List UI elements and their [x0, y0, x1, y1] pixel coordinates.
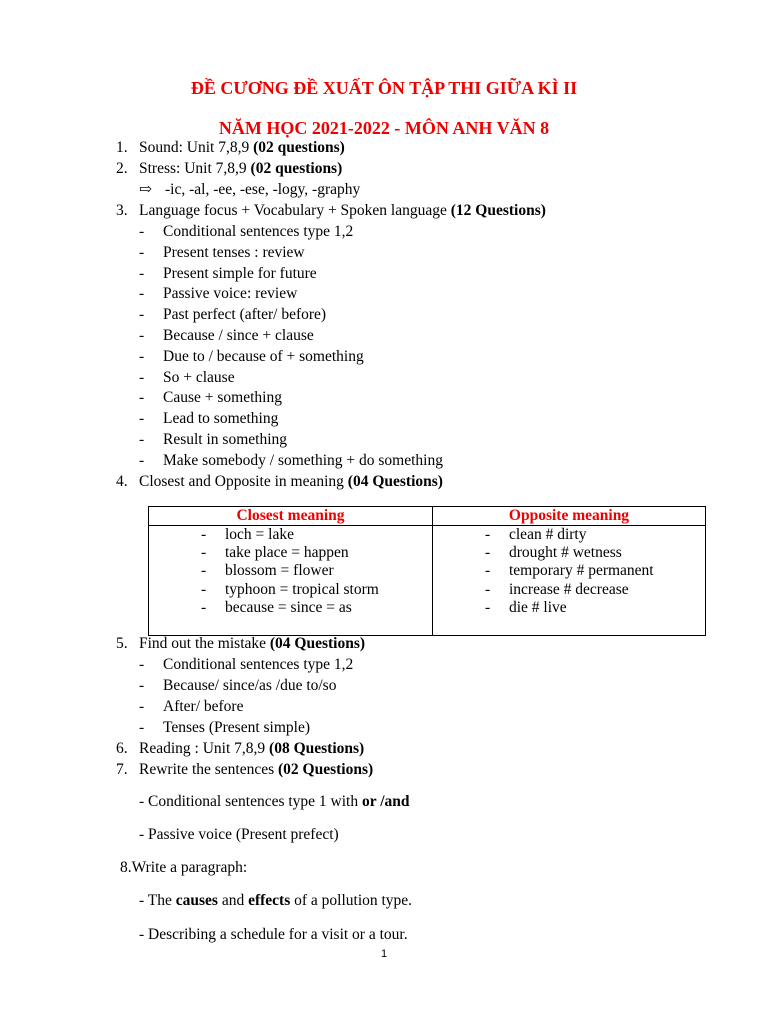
section-1-text: Sound: Unit 7,8,9	[139, 139, 254, 156]
table-row	[433, 581, 705, 599]
list-dash: -	[139, 410, 145, 428]
table-cell-text: temporary # permanent	[509, 562, 654, 580]
list-item: Lead to something	[163, 410, 279, 428]
list-dash: -	[139, 368, 145, 386]
opposite-header-cell	[433, 507, 706, 526]
stress-suffix-note: -ic, -al, -ee, -ese, -logy, -graphy	[165, 181, 361, 198]
pollution-line-a: - The	[139, 892, 176, 909]
list-dash: -	[485, 526, 491, 543]
closest-header: Closest meaning	[236, 507, 345, 524]
list-item: Passive voice: review	[163, 285, 298, 303]
opposite-cell	[433, 526, 706, 636]
list-dash: -	[201, 580, 207, 598]
list-dash: -	[485, 562, 491, 580]
list-dash: -	[139, 327, 145, 344]
list-dash: -	[485, 598, 491, 616]
list-dash: -	[139, 264, 145, 282]
list-item: Because / since + clause	[163, 327, 314, 344]
table-row	[433, 526, 705, 544]
list-item: Conditional sentences type 1,2	[163, 656, 354, 673]
list-item: So + clause	[163, 368, 235, 386]
list-item: Conditional sentences type 1,2	[163, 223, 354, 240]
section-5-number: 5.	[116, 635, 128, 652]
page-number: 1	[380, 948, 388, 960]
section-1-number: 1.	[116, 139, 128, 156]
section-2-text: Stress: Unit 7,8,9	[139, 160, 251, 177]
list-dash: -	[201, 544, 207, 562]
list-item: Tenses (Present simple)	[163, 719, 310, 736]
section-6-count: (08 Questions)	[269, 740, 365, 757]
document-title-line-1: ĐỀ CƯƠNG ĐỀ XUẤT ÔN TẬP THI GIỮA KÌ II	[190, 78, 578, 98]
section-2-count: (02 questions)	[250, 160, 343, 177]
table-cell-text: drought # wetness	[509, 544, 622, 562]
list-dash: -	[139, 285, 145, 303]
list-dash: -	[139, 656, 145, 673]
closest-header-cell	[149, 507, 433, 526]
opposite-header: Opposite meaning	[508, 507, 630, 524]
paragraph-schedule-line: - Describing a schedule for a visit or a tour.	[139, 926, 408, 943]
rewrite-conditional-bold: or /and	[362, 793, 410, 810]
section-4-number: 4.	[116, 473, 128, 490]
table-row	[433, 599, 705, 617]
section-5-heading	[139, 634, 365, 654]
list-dash: -	[485, 580, 491, 598]
list-dash: -	[139, 223, 145, 240]
section-3-count: (12 Questions)	[450, 202, 546, 219]
table-row	[149, 562, 432, 580]
meaning-table	[148, 506, 706, 636]
list-dash: -	[139, 243, 145, 261]
table-cell-text: take place = happen	[225, 544, 349, 562]
arrow-icon: ⇨	[139, 181, 152, 198]
list-item: After/ before	[163, 698, 244, 715]
section-5-text: Find out the mistake	[139, 635, 270, 652]
list-dash: -	[201, 598, 207, 616]
table-row	[149, 544, 432, 562]
list-item: Present tenses : review	[163, 243, 305, 261]
list-item: Result in something	[163, 431, 287, 448]
section-4-text: Closest and Opposite in meaning	[139, 473, 348, 490]
section-7-number: 7.	[116, 761, 128, 778]
section-7-heading	[139, 760, 373, 780]
table-row	[149, 526, 432, 544]
section-4-heading	[139, 472, 443, 492]
list-dash: -	[139, 451, 145, 469]
section-5-count: (04 Questions)	[269, 635, 366, 652]
list-dash: -	[201, 526, 207, 543]
rewrite-passive-line: - Passive voice (Present prefect)	[139, 826, 339, 843]
rewrite-conditional-line	[139, 792, 410, 812]
table-cell-text: increase # decrease	[509, 580, 629, 598]
table-cell-text: blossom = flower	[225, 562, 334, 580]
pollution-line-d: of a pollution type.	[290, 892, 413, 909]
list-dash: -	[139, 389, 145, 407]
section-1-count: (02 questions)	[253, 139, 345, 156]
section-6-heading	[139, 739, 364, 759]
section-6-text: Reading : Unit 7,8,9	[139, 740, 270, 757]
list-item: Because/ since/as /due to/so	[163, 677, 337, 694]
table-cell-text: die # live	[509, 598, 567, 616]
list-item: Past perfect (after/ before)	[163, 306, 327, 324]
section-3-number: 3.	[116, 202, 128, 219]
document-title-line-2: NĂM HỌC 2021-2022 - MÔN ANH VĂN 8	[218, 118, 550, 138]
closest-list	[149, 526, 432, 617]
section-3-text: Language focus + Vocabulary + Spoken language	[139, 202, 451, 219]
list-dash: -	[139, 431, 145, 448]
section-7-count: (02 Questions)	[278, 761, 374, 778]
list-dash: -	[139, 698, 145, 715]
table-cell-text: because = since = as	[225, 598, 352, 616]
list-dash: -	[139, 719, 145, 736]
list-item: Present simple for future	[163, 264, 317, 282]
section-6-number: 6.	[116, 740, 128, 757]
table-cell-text: clean # dirty	[509, 526, 587, 543]
section-7-text: Rewrite the sentences	[139, 761, 279, 778]
table-row	[433, 544, 705, 562]
list-dash: -	[139, 347, 145, 365]
list-dash: -	[139, 677, 145, 694]
table-row	[149, 599, 432, 617]
pollution-causes: causes	[175, 892, 218, 909]
table-row	[149, 581, 432, 599]
section-4-count: (04 Questions)	[347, 473, 443, 490]
list-item: Cause + something	[163, 389, 282, 407]
pollution-effects: effects	[248, 892, 291, 909]
section-1-heading	[139, 138, 345, 158]
rewrite-conditional-text: - Conditional sentences type 1 with	[139, 793, 362, 810]
table-row	[433, 562, 705, 580]
closest-cell	[149, 526, 433, 636]
opposite-list	[433, 526, 705, 617]
section-2-number: 2.	[116, 160, 128, 177]
list-item: Make somebody / something + do something	[163, 451, 443, 469]
table-cell-text: typhoon = tropical storm	[225, 580, 379, 598]
paragraph-pollution-line	[139, 891, 412, 911]
pollution-line-c: and	[217, 892, 249, 909]
section-3-heading	[139, 201, 546, 221]
list-item: Due to / because of + something	[163, 347, 364, 365]
section-2-heading	[139, 159, 342, 179]
table-cell-text: loch = lake	[225, 526, 294, 543]
list-dash: -	[485, 544, 491, 562]
list-dash: -	[139, 306, 145, 324]
list-dash: -	[201, 562, 207, 580]
section-8-heading: 8.Write a paragraph:	[120, 859, 248, 876]
